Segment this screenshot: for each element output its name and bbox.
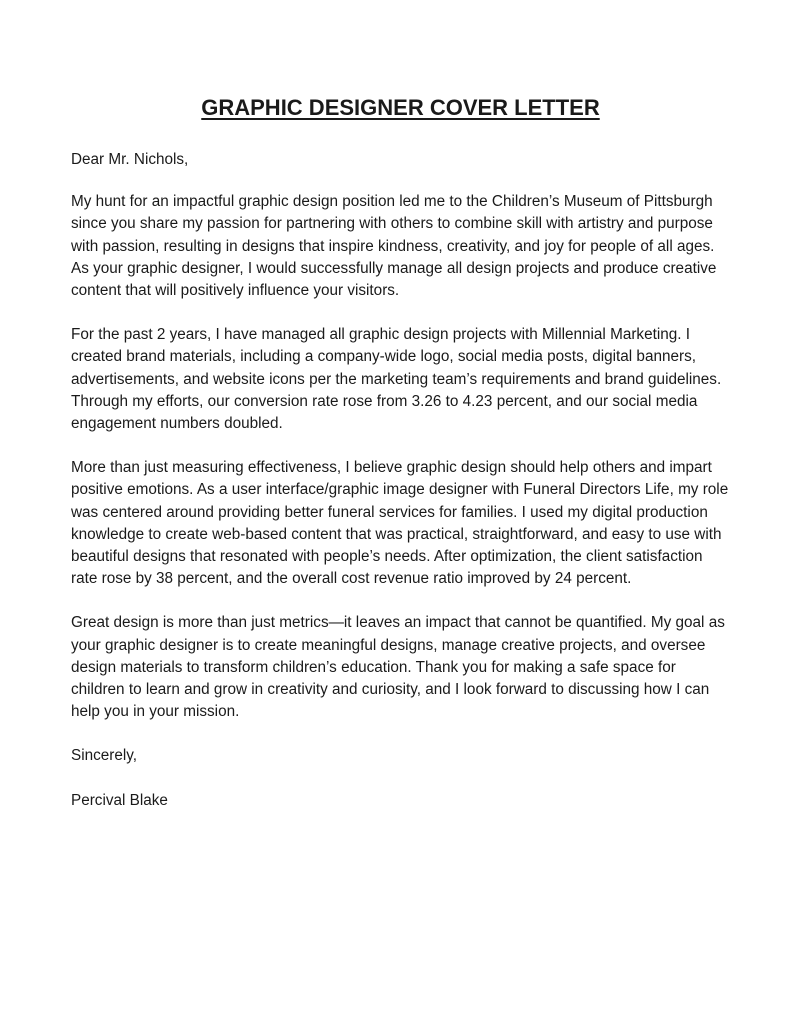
body-paragraph-1: My hunt for an impactful graphic design position led me to the Children’s Museum of Pittsburgh since you share my passion for partnering with others to combine skill with artistry and purpose with passion, resulting in designs that inspire kindness, creativity, and joy for people of all ages. As your graphic designer, I would successfully manage all design projects and produce creative content that will positively influence your visitors. — [71, 193, 717, 300]
body-paragraph-3: More than just measuring effectiveness, I believe graphic design should help others and impart positive emotions. As a user interface/graphic image designer with Funeral Directors Life, my role was centered around providing better funeral services for families. I used my digital production knowledge to create web-based content that was practical, straightforward, and easy to use with beautiful designs that resonated with people’s needs. After optimization, the client satisfaction rate rose by 38 percent, and the overall cost revenue ratio improved by 24 percent. — [71, 459, 729, 588]
body-paragraph-4: Great design is more than just metrics—it leaves an impact that cannot be quantified. My goal as your graphic designer is to create meaningful designs, manage creative projects, and oversee design materials to transform children’s education. Thank you for making a safe space for children to learn and grow in creativity and curiosity, and I look forward to discussing how I can help you in your mission. — [71, 614, 725, 721]
letter-title: GRAPHIC DESIGNER COVER LETTER — [201, 95, 600, 120]
salutation: Dear Mr. Nichols, — [71, 151, 189, 168]
body-paragraph-2: For the past 2 years, I have managed all graphic design projects with Millennial Marketing. I created brand materials, including a company-wide logo, social media posts, digital banners, advertisements, and website icons per the marketing team’s requirements and brand guidelines. Through my efforts, our conversion rate rose from 3.26 to 4.23 percent, and our social media engagement numbers doubled. — [71, 326, 722, 433]
signature-name: Percival Blake — [71, 791, 168, 809]
closing: Sincerely, — [71, 747, 138, 765]
